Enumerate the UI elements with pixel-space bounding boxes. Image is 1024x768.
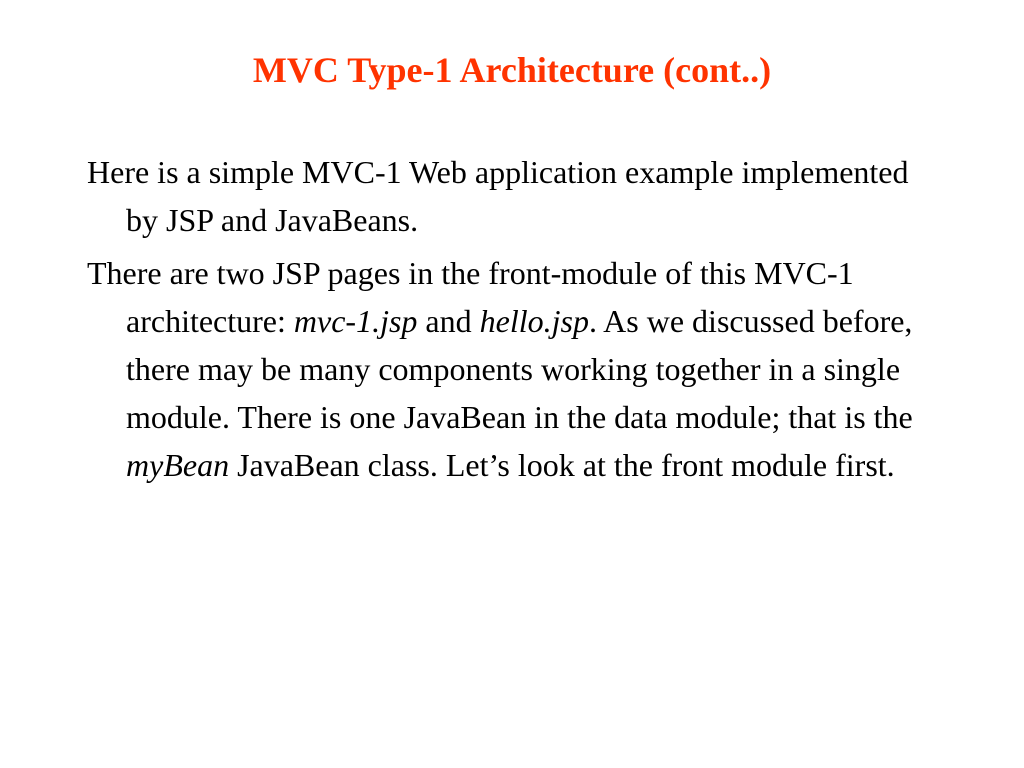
paragraph-details xyxy=(87,249,947,489)
paragraph-intro xyxy=(87,148,947,244)
file-name-mvc1-jsp: mvc-1.jsp xyxy=(293,303,418,339)
text-segment: JavaBean class. Let’s look at the front module first. xyxy=(229,447,895,483)
file-name-hello-jsp: hello.jsp xyxy=(479,303,589,339)
text-segment: . As we discussed before, there may be many components working together in a single module. There is one JavaBean in the data module; that is the xyxy=(126,303,913,435)
text-segment: Here is a simple MVC-1 Web application example implemented by JSP and JavaBeans. xyxy=(87,154,909,238)
class-name-mybean: myBean xyxy=(126,447,230,483)
slide-title: MVC Type-1 Architecture (cont..) xyxy=(252,50,772,90)
text-segment: There are two JSP pages in the front-module of this MVC-1 architecture: xyxy=(87,255,854,339)
text-segment: and xyxy=(417,303,480,339)
slide-body xyxy=(87,148,947,494)
